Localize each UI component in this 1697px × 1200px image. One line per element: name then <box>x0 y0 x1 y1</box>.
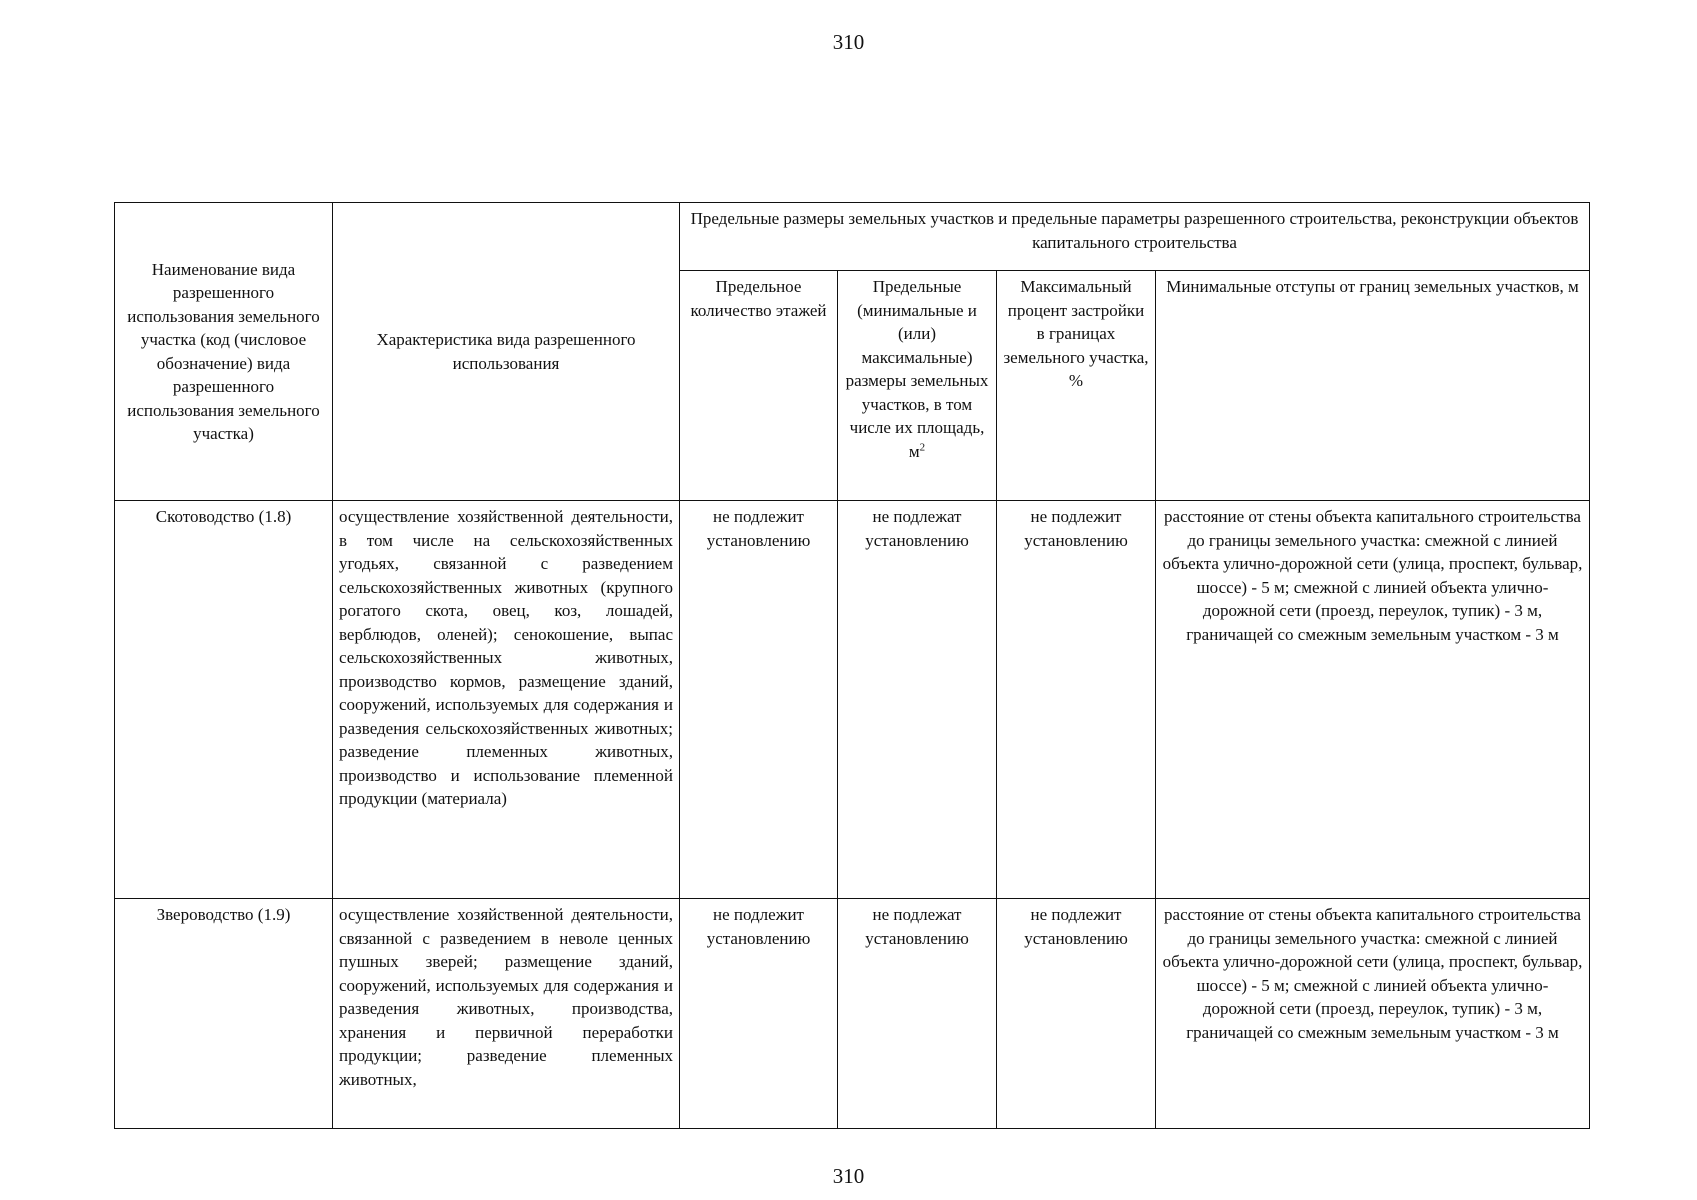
header-setbacks: Минимальные отступы от границ земельных участков, м <box>1156 271 1590 501</box>
table-row <box>115 501 1590 899</box>
header-characteristic: Характеристика вида разрешенного использования <box>333 203 680 501</box>
cell-sizes: не подлежат установлению <box>838 899 997 1129</box>
land-use-table <box>114 202 1590 1129</box>
cell-characteristic: осуществление хозяйственной деятельности, связанной с разведением в неволе ценных пушных зверей; размещение зданий, сооружений, используемых для содержания и разведения животных, производства, хранения и первичной переработки продукции; разведение племенных животных, <box>333 899 680 1129</box>
cell-name: Скотоводство (1.8) <box>115 501 333 899</box>
page-number-bottom: 310 <box>832 1164 865 1188</box>
header-sizes-superscript: 2 <box>919 440 926 453</box>
cell-floors: не подлежит установлению <box>680 501 838 899</box>
table-header-row <box>115 203 1590 271</box>
header-name: Наименование вида разрешенного использования земельного участка (код (числовое обозначение) вида разрешенного использования земельного участка) <box>115 203 333 501</box>
page-number-top: 310 <box>832 30 865 54</box>
cell-characteristic: осуществление хозяйственной деятельности, в том числе на сельскохозяйственных угодьях, связанной с разведением сельскохозяйственных животных (крупного рогатого скота, овец, коз, лошадей, верблюдов, оленей); сенокошение, выпас сельскохозяйственных животных, производство кормов, размещение зданий, сооружений, используемых для содержания и разведения сельскохозяйственных животных; разведение племенных животных, производство и использование племенной продукции (материала) <box>333 501 680 899</box>
header-floors: Предельное количество этажей <box>680 271 838 501</box>
cell-coverage: не подлежит установлению <box>997 501 1156 899</box>
header-limits-group: Предельные размеры земельных участков и предельные параметры разрешенного строительства, реконструкции объектов капитального строительства <box>680 203 1590 271</box>
header-sizes-text: Предельные (минимальные и (или) максимальные) размеры земельных участков, в том числе их площадь, м <box>845 277 989 461</box>
cell-name: Звероводство (1.9) <box>115 899 333 1129</box>
cell-sizes: не подлежат установлению <box>838 501 997 899</box>
header-coverage: Максимальный процент застройки в границах земельного участка, % <box>997 271 1156 501</box>
cell-coverage: не подлежит установлению <box>997 899 1156 1129</box>
cell-floors: не подлежит установлению <box>680 899 838 1129</box>
cell-setbacks: расстояние от стены объекта капитального строительства до границы земельного участка: смежной с линией объекта улично-дорожной сети (улица, проспект, бульвар, шоссе) - 5 м; смежной с линией объекта улично-дорожной сети (проезд, переулок, тупик) - 3 м, граничащей со смежным земельным участком - 3 м <box>1156 501 1590 899</box>
table-row <box>115 899 1590 1129</box>
header-sizes <box>838 271 997 501</box>
cell-setbacks: расстояние от стены объекта капитального строительства до границы земельного участка: смежной с линией объекта улично-дорожной сети (улица, проспект, бульвар, шоссе) - 5 м; смежной с линией объекта улично-дорожной сети (проезд, переулок, тупик) - 3 м, граничащей со смежным земельным участком - 3 м <box>1156 899 1590 1129</box>
